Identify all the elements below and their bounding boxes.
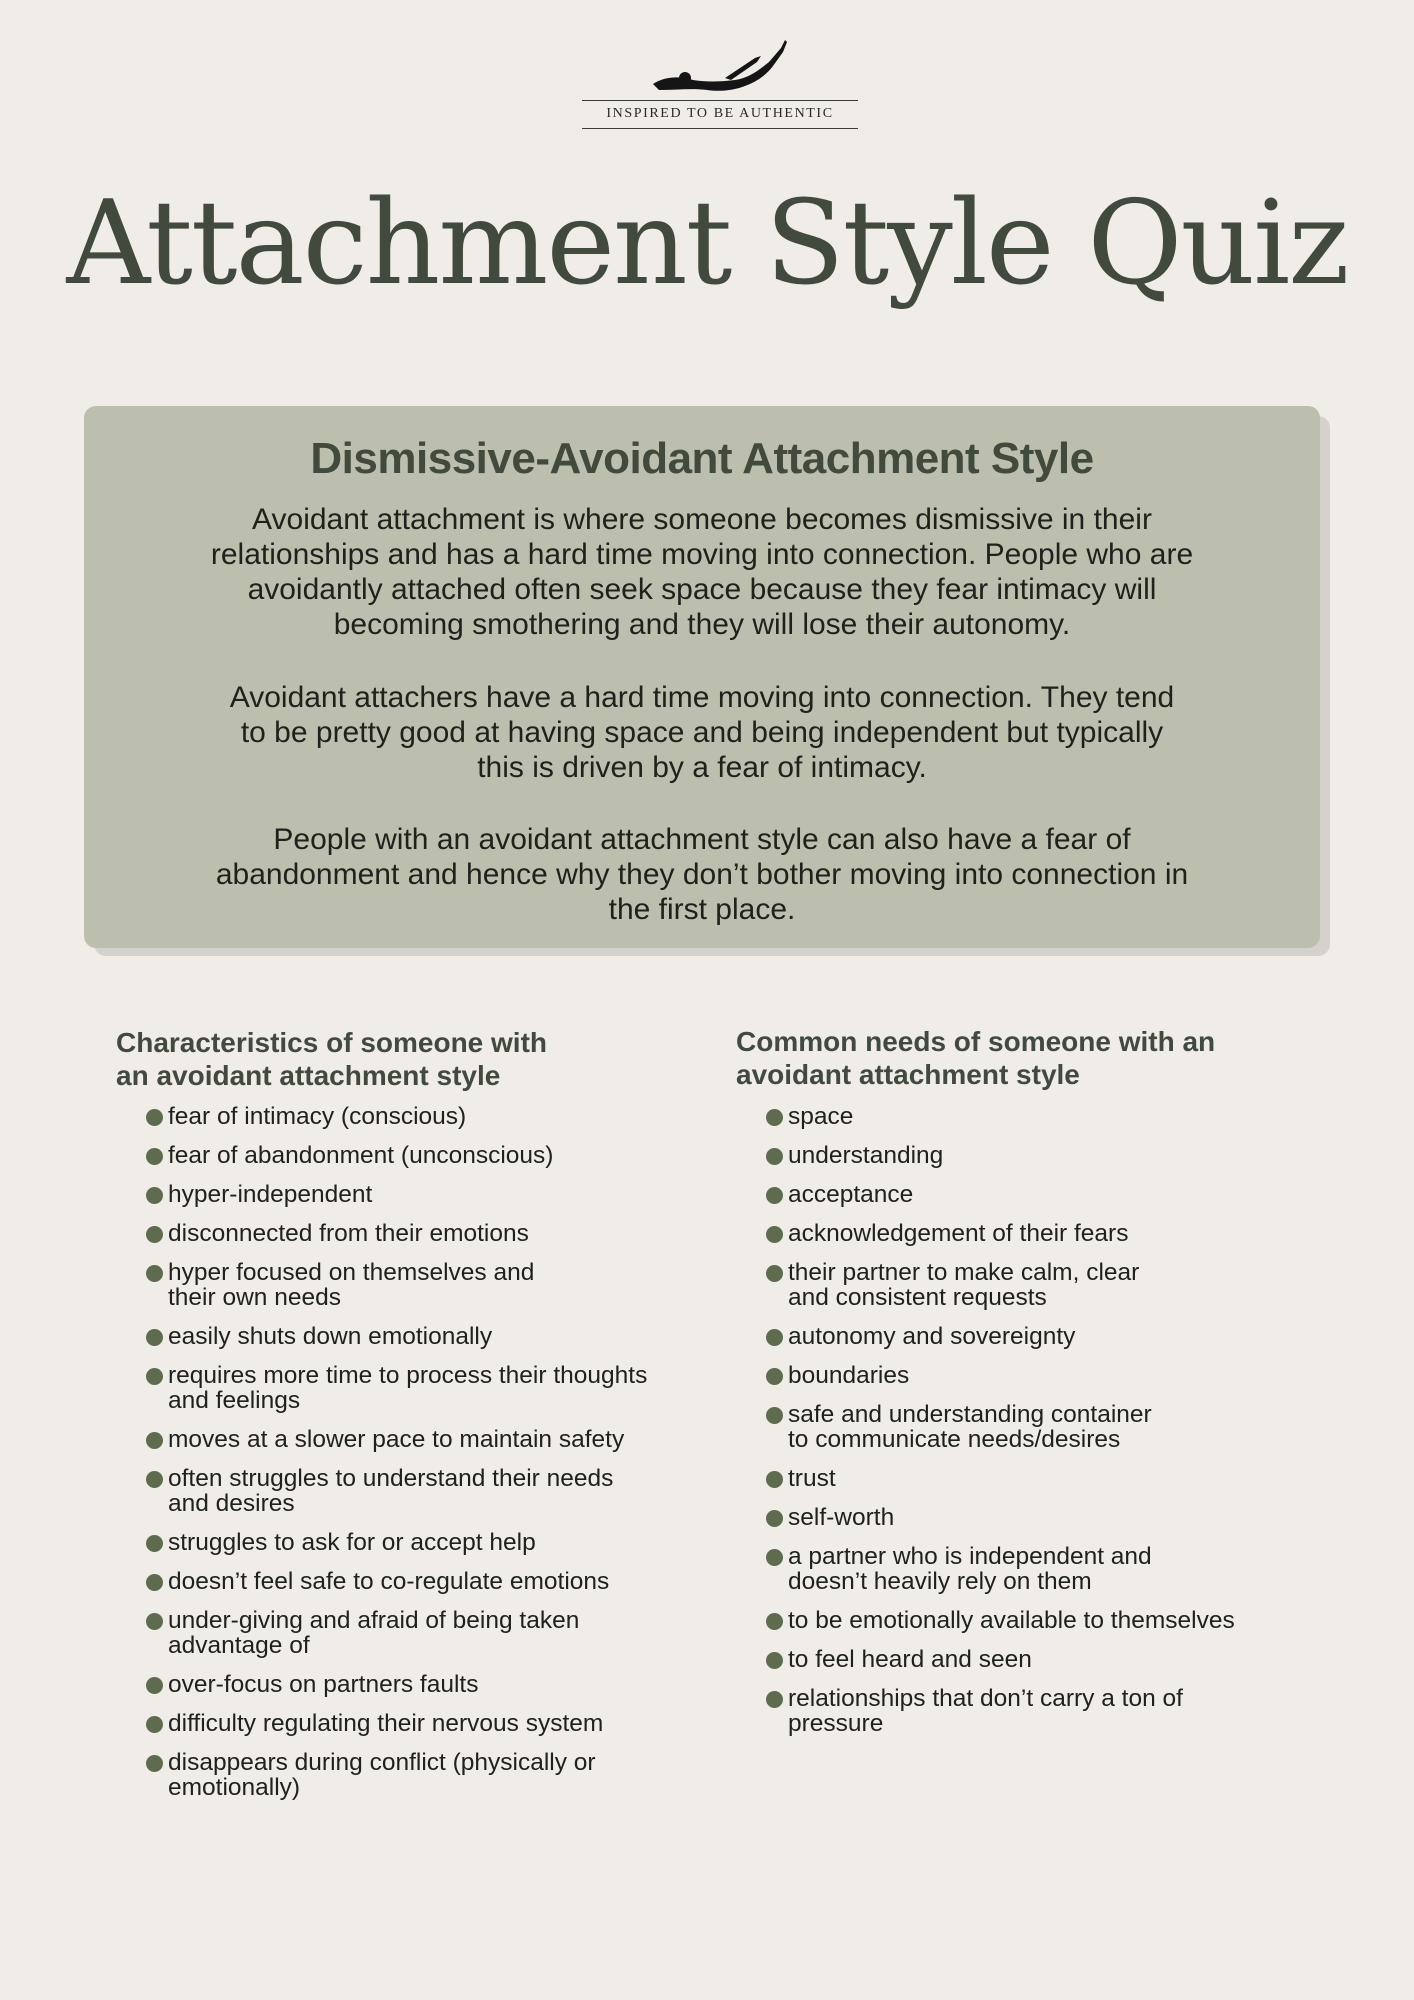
bullet-icon [146, 1574, 163, 1591]
list-item-text: over-focus on partners faults [168, 1671, 479, 1698]
list-item-text: moves at a slower pace to maintain safety [168, 1426, 625, 1453]
list-item-text: to feel heard and seen [788, 1646, 1032, 1673]
bullet-icon [766, 1613, 783, 1630]
bullet-icon [146, 1226, 163, 1243]
bullet-icon [146, 1535, 163, 1552]
bullet-icon [766, 1265, 783, 1282]
list-item [766, 1466, 1326, 1491]
list-item-text: a partner who is independent and [788, 1543, 1152, 1570]
title-line: avoidant attachment style [736, 1059, 1080, 1090]
list-item [766, 1182, 1326, 1207]
list-item-text: space [788, 1103, 854, 1130]
bullet-icon [146, 1265, 163, 1282]
list-item-text: and desires [168, 1490, 295, 1517]
paragraph-line: to be pretty good at having space and being independent but typically [240, 716, 1164, 749]
list-item [146, 1466, 746, 1516]
list-item-text: trust [788, 1465, 836, 1492]
list-item-text: requires more time to process their thoughts [168, 1362, 648, 1389]
bullet-icon [146, 1755, 163, 1772]
list-item-text: their partner to make calm, clear [788, 1259, 1140, 1286]
paragraph-line: the first place. [608, 893, 796, 926]
list-item-text: acknowledgement of their fears [788, 1220, 1129, 1247]
paragraph-line: People with an avoidant attachment style can also have a fear of [273, 823, 1131, 856]
list-item [146, 1324, 746, 1349]
paragraph-line: abandonment and hence why they don’t bother moving into connection in [215, 858, 1189, 891]
list-item [146, 1711, 746, 1736]
list-item-text: and consistent requests [788, 1284, 1047, 1311]
paragraph-line: becoming smothering and they will lose their autonomy. [333, 608, 1071, 641]
card-paragraph [124, 502, 1280, 642]
list-item [766, 1221, 1326, 1246]
paragraph-line: this is driven by a fear of intimacy. [477, 751, 927, 784]
bullet-icon [146, 1471, 163, 1488]
list-item [146, 1672, 746, 1697]
needs-title [736, 1025, 1215, 1091]
list-item-text: boundaries [788, 1362, 910, 1389]
list-item-text: autonomy and sovereignty [788, 1323, 1076, 1350]
title-line: Common needs of someone with an [736, 1026, 1216, 1057]
list-item-text: hyper focused on themselves and [168, 1259, 535, 1286]
brand-tagline: INSPIRED TO BE AUTHENTIC [606, 106, 834, 121]
paragraph-line: Avoidant attachment is where someone becomes dismissive in their [252, 503, 1152, 536]
list-item-text: and feelings [168, 1387, 301, 1414]
list-item [146, 1530, 746, 1555]
bullet-icon [146, 1613, 163, 1630]
list-item-text: doesn’t heavily rely on them [788, 1568, 1092, 1595]
list-item-text: struggles to ask for or accept help [168, 1529, 536, 1556]
paragraph-line: avoidantly attached often seek space because they fear intimacy will [247, 573, 1157, 606]
list-item-text: relationships that don’t carry a ton of [788, 1685, 1183, 1712]
list-item-text: understanding [788, 1142, 944, 1169]
card-paragraph [124, 680, 1280, 785]
list-item [146, 1569, 746, 1594]
list-item [766, 1104, 1326, 1129]
bullet-icon [146, 1148, 163, 1165]
bullet-icon [766, 1226, 783, 1243]
bullet-icon [766, 1329, 783, 1346]
list-item-text: their own needs [168, 1284, 341, 1311]
style-description-card [84, 406, 1320, 948]
list-item [766, 1260, 1326, 1310]
bullet-icon [146, 1187, 163, 1204]
list-item [146, 1750, 746, 1800]
bullet-icon [766, 1691, 783, 1708]
list-item-text: disappears during conflict (physically or [168, 1749, 596, 1776]
bullet-icon [766, 1407, 783, 1424]
list-item-text: self-worth [788, 1504, 895, 1531]
bullet-icon [146, 1368, 163, 1385]
list-item [146, 1104, 746, 1129]
list-item [766, 1324, 1326, 1349]
brand-logo [580, 36, 860, 130]
card-paragraph [124, 822, 1280, 927]
list-item [146, 1608, 746, 1658]
list-item-text: doesn’t feel safe to co-regulate emotions [168, 1568, 610, 1595]
needs-list [766, 1104, 1326, 1750]
list-item-text: acceptance [788, 1181, 914, 1208]
list-item [766, 1608, 1326, 1633]
diving-figure-icon [645, 36, 795, 98]
list-item-text: to communicate needs/desires [788, 1426, 1121, 1453]
list-item [766, 1143, 1326, 1168]
list-item-text: hyper-independent [168, 1181, 373, 1208]
characteristics-title [116, 1026, 547, 1092]
list-item [766, 1647, 1326, 1672]
bullet-icon [146, 1329, 163, 1346]
list-item-text: to be emotionally available to themselves [788, 1607, 1235, 1634]
card-heading: Dismissive-Avoidant Attachment Style [310, 434, 1094, 483]
page-title: Attachment Style Quiz [66, 176, 1348, 311]
list-item-text: disconnected from their emotions [168, 1220, 529, 1247]
paragraph-line: Avoidant attachers have a hard time moving into connection. They tend [229, 681, 1175, 714]
list-item-text: emotionally) [168, 1774, 301, 1801]
bullet-icon [146, 1109, 163, 1126]
list-item-text: pressure [788, 1710, 884, 1737]
list-item [766, 1544, 1326, 1594]
bullet-icon [766, 1187, 783, 1204]
list-item [766, 1686, 1326, 1736]
bullet-icon [766, 1652, 783, 1669]
characteristics-list [146, 1104, 746, 1814]
list-item-text: advantage of [168, 1632, 310, 1659]
list-item-text: fear of abandonment (unconscious) [168, 1142, 554, 1169]
list-item-text: difficulty regulating their nervous system [168, 1710, 604, 1737]
bullet-icon [766, 1510, 783, 1527]
list-item [766, 1402, 1326, 1452]
bullet-icon [766, 1368, 783, 1385]
list-item-text: under-giving and afraid of being taken [168, 1607, 580, 1634]
list-item-text: fear of intimacy (conscious) [168, 1103, 467, 1130]
title-line: Characteristics of someone with [116, 1027, 548, 1058]
list-item [146, 1221, 746, 1246]
list-item [146, 1260, 746, 1310]
bullet-icon [146, 1677, 163, 1694]
bullet-icon [766, 1109, 783, 1126]
bullet-icon [766, 1148, 783, 1165]
list-item-text: often struggles to understand their needs [168, 1465, 614, 1492]
paragraph-line: relationships and has a hard time moving into connection. People who are [210, 538, 1194, 571]
bullet-icon [766, 1549, 783, 1566]
list-item [146, 1182, 746, 1207]
list-item [146, 1363, 746, 1413]
title-line: an avoidant attachment style [116, 1060, 501, 1091]
list-item [766, 1363, 1326, 1388]
list-item-text: easily shuts down emotionally [168, 1323, 493, 1350]
bullet-icon [766, 1471, 783, 1488]
list-item-text: safe and understanding container [788, 1401, 1152, 1428]
bullet-icon [146, 1716, 163, 1733]
list-item [146, 1143, 746, 1168]
list-item [766, 1505, 1326, 1530]
list-item [146, 1427, 746, 1452]
bullet-icon [146, 1432, 163, 1449]
